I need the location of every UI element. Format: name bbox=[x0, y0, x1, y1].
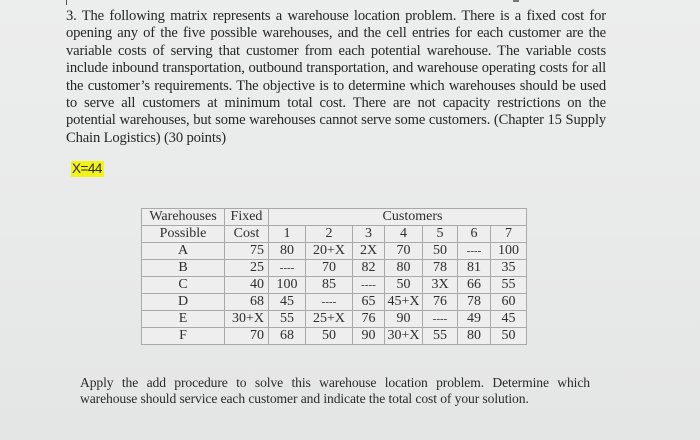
fixed-cost: 68 bbox=[225, 294, 269, 311]
instructions-text: Apply the add procedure to solve this warehouse location problem. Determine which warehouse should service each customer and indicate the total cost of your solution. bbox=[80, 375, 590, 406]
customer-col-4: 4 bbox=[385, 226, 423, 243]
header-customers: Customers bbox=[269, 209, 527, 226]
cost-cell: 85 bbox=[306, 277, 353, 294]
page-edge-marks bbox=[0, 0, 700, 6]
cost-cell: 80 bbox=[269, 243, 306, 260]
cost-cell: 70 bbox=[385, 243, 423, 260]
header-row-1 bbox=[142, 209, 527, 226]
fixed-cost: 25 bbox=[225, 260, 269, 277]
header-possible: Possible bbox=[142, 226, 225, 243]
cost-cell: 30+X bbox=[385, 328, 423, 345]
cost-cell: 82 bbox=[353, 260, 385, 277]
cost-cell: 35 bbox=[491, 260, 527, 277]
cost-cell: 76 bbox=[353, 311, 385, 328]
cost-cell: 81 bbox=[458, 260, 491, 277]
x-value-highlight: X=44 bbox=[72, 161, 102, 176]
cursor-mark bbox=[66, 0, 67, 5]
fixed-cost: 70 bbox=[225, 328, 269, 345]
cost-cell: 2X bbox=[353, 243, 385, 260]
header-row-2 bbox=[142, 226, 527, 243]
fixed-cost: 75 bbox=[225, 243, 269, 260]
cost-cell: 65 bbox=[353, 294, 385, 311]
fixed-cost: 30+X bbox=[225, 311, 269, 328]
cost-cell: 55 bbox=[491, 277, 527, 294]
customer-col-2: 2 bbox=[306, 226, 353, 243]
header-fixed: Fixed bbox=[225, 209, 269, 226]
cost-cell: 100 bbox=[269, 277, 306, 294]
cost-cell: 45+X bbox=[385, 294, 423, 311]
cost-cell-unavailable: ---- bbox=[423, 311, 458, 328]
cost-cell: 50 bbox=[385, 277, 423, 294]
cost-cell: 55 bbox=[423, 328, 458, 345]
cost-cell: 50 bbox=[306, 328, 353, 345]
cost-cell: 90 bbox=[353, 328, 385, 345]
cost-cell: 100 bbox=[491, 243, 527, 260]
cost-cell: 78 bbox=[423, 260, 458, 277]
header-cost: Cost bbox=[225, 226, 269, 243]
cost-cell: 55 bbox=[269, 311, 306, 328]
table-row-A bbox=[142, 243, 527, 260]
table-row-F bbox=[142, 328, 527, 345]
question-text: 3. The following matrix represents a warehouse location problem. There is a fixed cost for opening any of the five possible warehouses, and the cell entries for each customer are the variable costs of serving that customer from each potential warehouse. The variable costs include inbound transportation, outbound transportation, and warehouse operating costs for all the customer’s requirements. The objective is to determine which warehouses should be used to serve all customers at minimum total cost. There are not capacity restrictions on the potential warehouses, but some warehouses cannot serve some customers. (Chapter 15 Supply Chain Logistics) (30 points) bbox=[66, 8, 606, 146]
customer-col-5: 5 bbox=[423, 226, 458, 243]
cost-cell: 45 bbox=[269, 294, 306, 311]
cost-cell: 78 bbox=[458, 294, 491, 311]
warehouse-label: D bbox=[142, 294, 225, 311]
cost-cell: 20+X bbox=[306, 243, 353, 260]
cost-cell-unavailable: ---- bbox=[458, 243, 491, 260]
cost-cell: 68 bbox=[269, 328, 306, 345]
table-row-C bbox=[142, 277, 527, 294]
cost-cell-unavailable: ---- bbox=[269, 260, 306, 277]
customer-col-1: 1 bbox=[269, 226, 306, 243]
cost-cell: 80 bbox=[385, 260, 423, 277]
cost-cell: 50 bbox=[423, 243, 458, 260]
cost-cell: 70 bbox=[306, 260, 353, 277]
page-mark bbox=[513, 0, 519, 2]
cost-cell-unavailable: ---- bbox=[353, 277, 385, 294]
cost-cell: 45 bbox=[491, 311, 527, 328]
cost-cell: 49 bbox=[458, 311, 491, 328]
cost-cell: 76 bbox=[423, 294, 458, 311]
customer-col-3: 3 bbox=[353, 226, 385, 243]
customer-col-6: 6 bbox=[458, 226, 491, 243]
fixed-cost: 40 bbox=[225, 277, 269, 294]
warehouse-label: A bbox=[142, 243, 225, 260]
header-warehouses: Warehouses bbox=[142, 209, 225, 226]
cost-cell: 60 bbox=[491, 294, 527, 311]
warehouse-cost-matrix bbox=[141, 208, 527, 345]
cost-cell: 50 bbox=[491, 328, 527, 345]
table-row-B bbox=[142, 260, 527, 277]
warehouse-label: C bbox=[142, 277, 225, 294]
cost-cell: 90 bbox=[385, 311, 423, 328]
warehouse-label: B bbox=[142, 260, 225, 277]
customer-col-7: 7 bbox=[491, 226, 527, 243]
table-row-E bbox=[142, 311, 527, 328]
cost-cell: 3X bbox=[423, 277, 458, 294]
cost-cell: 66 bbox=[458, 277, 491, 294]
cost-cell: 80 bbox=[458, 328, 491, 345]
warehouse-label: E bbox=[142, 311, 225, 328]
cost-cell: 25+X bbox=[306, 311, 353, 328]
cost-cell-unavailable: ---- bbox=[306, 294, 353, 311]
warehouse-label: F bbox=[142, 328, 225, 345]
table-row-D bbox=[142, 294, 527, 311]
